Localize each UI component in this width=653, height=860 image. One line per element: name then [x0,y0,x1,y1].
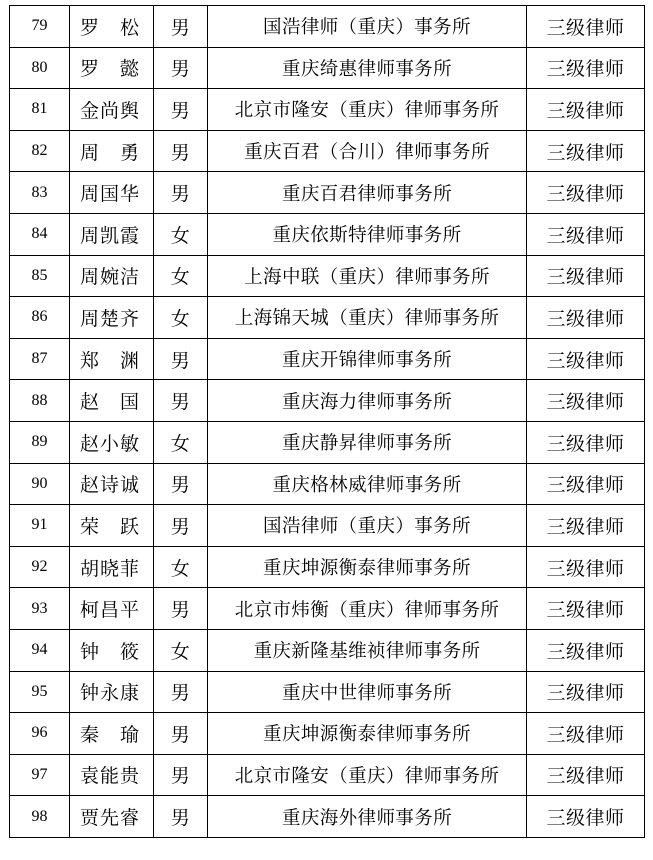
serial-number-cell: 88 [10,380,70,422]
lawyer-name-cell: 钟永康 [70,671,154,713]
gender-cell: 女 [154,629,208,671]
lawyer-name-cell: 周婉洁 [70,255,154,297]
lawyer-name-cell: 柯昌平 [70,588,154,630]
lawyer-name-cell: 罗 懿 [70,47,154,89]
serial-number-cell: 98 [10,796,70,838]
serial-number-cell: 83 [10,172,70,214]
serial-number-cell: 86 [10,297,70,339]
gender-cell: 男 [154,463,208,505]
law-firm-cell: 北京市隆安（重庆）律师事务所 [208,89,527,131]
lawyer-level-cell: 三级律师 [527,297,645,339]
table-row [10,297,645,339]
law-firm-cell: 重庆百君律师事务所 [208,172,527,214]
lawyer-name-cell: 金尚舆 [70,89,154,131]
lawyer-name-cell: 赵小敏 [70,421,154,463]
law-firm-cell: 重庆绮惠律师事务所 [208,47,527,89]
law-firm-cell: 重庆百君（合川）律师事务所 [208,130,527,172]
law-firm-cell: 重庆格林威律师事务所 [208,463,527,505]
lawyer-level-cell: 三级律师 [527,671,645,713]
gender-cell: 男 [154,588,208,630]
gender-cell: 男 [154,754,208,796]
lawyer-level-cell: 三级律师 [527,505,645,547]
lawyer-name-cell: 赵 国 [70,380,154,422]
law-firm-cell: 重庆中世律师事务所 [208,671,527,713]
lawyer-level-cell: 三级律师 [527,796,645,838]
gender-cell: 女 [154,255,208,297]
lawyer-name-cell: 胡晓菲 [70,546,154,588]
lawyer-name-cell: 罗 松 [70,6,154,48]
gender-cell: 男 [154,172,208,214]
lawyer-level-cell: 三级律师 [527,255,645,297]
lawyer-name-cell: 郑 渊 [70,338,154,380]
serial-number-cell: 82 [10,130,70,172]
serial-number-cell: 92 [10,546,70,588]
serial-number-cell: 89 [10,421,70,463]
table-row [10,338,645,380]
lawyer-level-cell: 三级律师 [527,89,645,131]
table-row [10,754,645,796]
table-row [10,546,645,588]
lawyer-name-cell: 周 勇 [70,130,154,172]
law-firm-cell: 国浩律师（重庆）事务所 [208,6,527,48]
serial-number-cell: 95 [10,671,70,713]
lawyer-level-cell: 三级律师 [527,213,645,255]
table-row [10,380,645,422]
gender-cell: 女 [154,213,208,255]
law-firm-cell: 重庆开锦律师事务所 [208,338,527,380]
serial-number-cell: 97 [10,754,70,796]
gender-cell: 男 [154,671,208,713]
lawyer-name-cell: 周楚齐 [70,297,154,339]
law-firm-cell: 上海锦天城（重庆）律师事务所 [208,297,527,339]
lawyer-level-cell: 三级律师 [527,130,645,172]
lawyer-level-cell: 三级律师 [527,713,645,755]
lawyer-name-cell: 赵诗诚 [70,463,154,505]
table-row [10,6,645,48]
gender-cell: 男 [154,338,208,380]
lawyer-level-cell: 三级律师 [527,380,645,422]
law-firm-cell: 重庆静昇律师事务所 [208,421,527,463]
table-row [10,588,645,630]
lawyer-name-cell: 周国华 [70,172,154,214]
serial-number-cell: 96 [10,713,70,755]
lawyer-name-cell: 周凯霞 [70,213,154,255]
lawyer-level-cell: 三级律师 [527,546,645,588]
law-firm-cell: 重庆依斯特律师事务所 [208,213,527,255]
lawyer-name-cell: 贾先睿 [70,796,154,838]
law-firm-cell: 重庆新隆基维祯律师事务所 [208,629,527,671]
table-row [10,796,645,838]
law-firm-cell: 重庆海外律师事务所 [208,796,527,838]
table-row [10,505,645,547]
table-row [10,629,645,671]
lawyer-level-cell: 三级律师 [527,421,645,463]
gender-cell: 男 [154,47,208,89]
table-row [10,255,645,297]
serial-number-cell: 91 [10,505,70,547]
gender-cell: 女 [154,421,208,463]
serial-number-cell: 79 [10,6,70,48]
law-firm-cell: 重庆海力律师事务所 [208,380,527,422]
gender-cell: 男 [154,505,208,547]
table-row [10,47,645,89]
lawyer-name-cell: 袁能贵 [70,754,154,796]
serial-number-cell: 93 [10,588,70,630]
table-row [10,130,645,172]
lawyer-level-cell: 三级律师 [527,47,645,89]
lawyer-name-cell: 钟 筱 [70,629,154,671]
lawyer-table-body [10,6,645,838]
serial-number-cell: 81 [10,89,70,131]
gender-cell: 男 [154,713,208,755]
lawyer-level-cell: 三级律师 [527,629,645,671]
table-row [10,713,645,755]
lawyer-level-cell: 三级律师 [527,338,645,380]
table-row [10,213,645,255]
gender-cell: 男 [154,89,208,131]
gender-cell: 男 [154,380,208,422]
lawyer-level-cell: 三级律师 [527,172,645,214]
gender-cell: 男 [154,796,208,838]
law-firm-cell: 北京市隆安（重庆）律师事务所 [208,754,527,796]
lawyer-level-cell: 三级律师 [527,6,645,48]
law-firm-cell: 重庆坤源衡泰律师事务所 [208,713,527,755]
table-row [10,463,645,505]
gender-cell: 女 [154,297,208,339]
serial-number-cell: 87 [10,338,70,380]
table-row [10,671,645,713]
serial-number-cell: 94 [10,629,70,671]
serial-number-cell: 85 [10,255,70,297]
law-firm-cell: 北京市炜衡（重庆）律师事务所 [208,588,527,630]
lawyer-level-cell: 三级律师 [527,463,645,505]
law-firm-cell: 国浩律师（重庆）事务所 [208,505,527,547]
serial-number-cell: 90 [10,463,70,505]
table-row [10,421,645,463]
lawyer-level-cell: 三级律师 [527,588,645,630]
gender-cell: 男 [154,130,208,172]
gender-cell: 女 [154,546,208,588]
table-row [10,89,645,131]
lawyer-level-cell: 三级律师 [527,754,645,796]
lawyer-table [9,5,645,838]
law-firm-cell: 重庆坤源衡泰律师事务所 [208,546,527,588]
lawyer-name-cell: 荣 跃 [70,505,154,547]
serial-number-cell: 84 [10,213,70,255]
serial-number-cell: 80 [10,47,70,89]
gender-cell: 男 [154,6,208,48]
lawyer-name-cell: 秦 瑜 [70,713,154,755]
table-row [10,172,645,214]
law-firm-cell: 上海中联（重庆）律师事务所 [208,255,527,297]
